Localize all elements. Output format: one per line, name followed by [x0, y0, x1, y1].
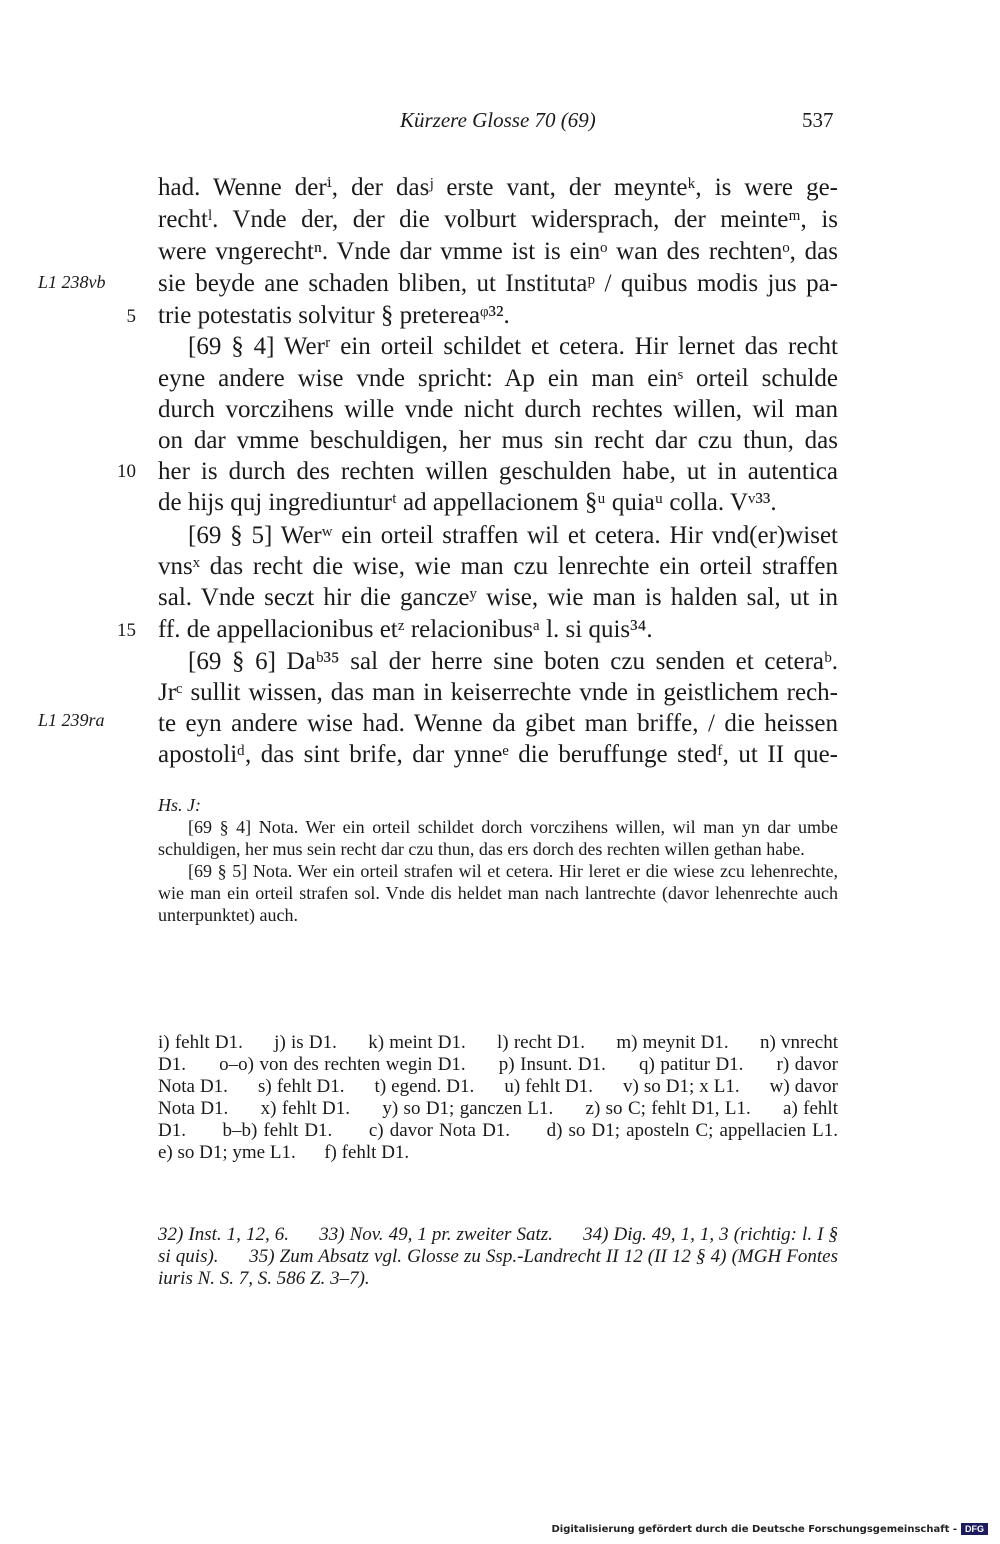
- text-line: were vngerechtⁿ. Vnde dar vmme ist is einᵒ wan des rechtenᵒ, das: [158, 238, 838, 265]
- line-number: 15: [117, 620, 136, 641]
- running-head: [0, 108, 1000, 138]
- footer-text: Digitalisierung gefördert durch die Deutsche Forschungsgemeinschaft -: [551, 1523, 957, 1535]
- text-line: her is durch des rechten willen geschulden habe, ut in autentica: [158, 458, 838, 485]
- text-line: on dar vmme beschuldigen, her mus sin recht dar czu thun, das: [158, 427, 838, 454]
- line-number: 10: [117, 461, 136, 482]
- text-line: eyne andere wise vnde spricht: Ap ein man einˢ orteil schulde: [158, 365, 838, 392]
- text-line: apostoliᵈ, das sint brife, dar ynneᵉ die beruffunge stedᶠ, ut II que-: [158, 741, 838, 768]
- funding-footer: [551, 1523, 988, 1535]
- page-number: 537: [802, 108, 834, 132]
- apparatus-label: Hs. J:: [158, 795, 201, 815]
- margin-reference: L1 238vb: [38, 272, 106, 292]
- text-line: de hijs quj ingrediunturᵗ ad appellacionem §ᵘ quiaᵘ colla. Vᵛ³³.: [158, 489, 777, 516]
- text-line: te eyn andere wise had. Wenne da gibet man briffe, / die heissen: [158, 710, 838, 737]
- text-line: sal. Vnde seczt hir die ganczeʸ wise, wie man is halden sal, ut in: [158, 584, 838, 611]
- text-line: had. Wenne derⁱ, der dasʲ erste vant, der meynteᵏ, is were ge-: [158, 174, 838, 201]
- critical-apparatus: i) fehlt D1. j) is D1. k) meint D1. l) recht D1. m) meynit D1. n) vnrecht D1. o–o) von des rechten wegin D1. p) Insunt. D1. q) patitur D1. r) davor Nota D1. s) fehlt D1. t) egend. D1. u) fehlt D1. v) so D1; x L1. w) davor Nota D1. x) fehlt D1. y) so D1; ganczen L1. z) so C; fehlt D1, L1. a) fehlt D1. b–b) fehlt D1. c) davor Nota D1. d) so D1; aposteln C; appellacien L1. e) so D1; yme L1. f) fehlt D1.: [158, 1032, 867, 1163]
- text-line: sie beyde ane schaden bliben, ut Institutaᵖ / quibus modis jus pa-: [158, 270, 838, 297]
- apparatus-entry: [69 § 5] Nota. Wer ein orteil strafen wil et cetera. Hir leret er die wiese zcu lehenrechte, wie man ein orteil strafen sol. Vnde dis heldet man nach lantrechte (davor lehenrechte auch unterpunktet) auch.: [158, 861, 838, 925]
- text-line: ff. de appellacionibus etᶻ relacionibusᵃ l. si quis³⁴.: [158, 616, 653, 643]
- text-line: vnsˣ das recht die wise, wie man czu lenrechte ein orteil straffen: [158, 553, 838, 580]
- source-footnotes: 32) Inst. 1, 12, 6. 33) Nov. 49, 1 pr. zweiter Satz. 34) Dig. 49, 1, 1, 3 (richtig: l. I § si quis). 35) Zum Absatz vgl. Glosse zu Ssp.-Landrecht II 12 (II 12 § 4) (MGH Fontes iuris N. S. 7, S. 586 Z. 3–7).: [158, 1224, 843, 1289]
- text-line: [69 § 6] Daᵇ³⁵ sal der herre sine boten czu senden et ceteraᵇ.: [188, 648, 838, 675]
- running-head-title: Kürzere Glosse 70 (69): [400, 108, 596, 132]
- margin-reference: L1 239ra: [38, 710, 105, 730]
- text-line: rechtˡ. Vnde der, der die volburt widersprach, der meinteᵐ, is: [158, 206, 838, 233]
- text-line: [69 § 5] Werʷ ein orteil straffen wil et cetera. Hir vnd(er)wiset: [188, 522, 838, 549]
- text-line: Jrᶜ sullit wissen, das man in keiserrechte vnde in geistlichem rech-: [158, 679, 838, 706]
- line-number: 5: [126, 306, 136, 327]
- text-line: [69 § 4] Werʳ ein orteil schildet et cetera. Hir lernet das recht: [188, 333, 838, 360]
- dfg-logo-icon: DFG: [961, 1523, 988, 1535]
- apparatus-entry: [69 § 4] Nota. Wer ein orteil schildet dorch vorczihens willen, wil man yn dar umbe schuldigen, her mus sein recht dar czu thun, das ers dorch des rechten willen gethan habe.: [158, 817, 838, 859]
- text-line: trie potestatis solvitur § pretereaᵠ³².: [158, 302, 510, 329]
- text-line: durch vorczihens wille vnde nicht durch rechtes willen, wil man: [158, 396, 838, 423]
- manuscript-apparatus: [158, 794, 838, 926]
